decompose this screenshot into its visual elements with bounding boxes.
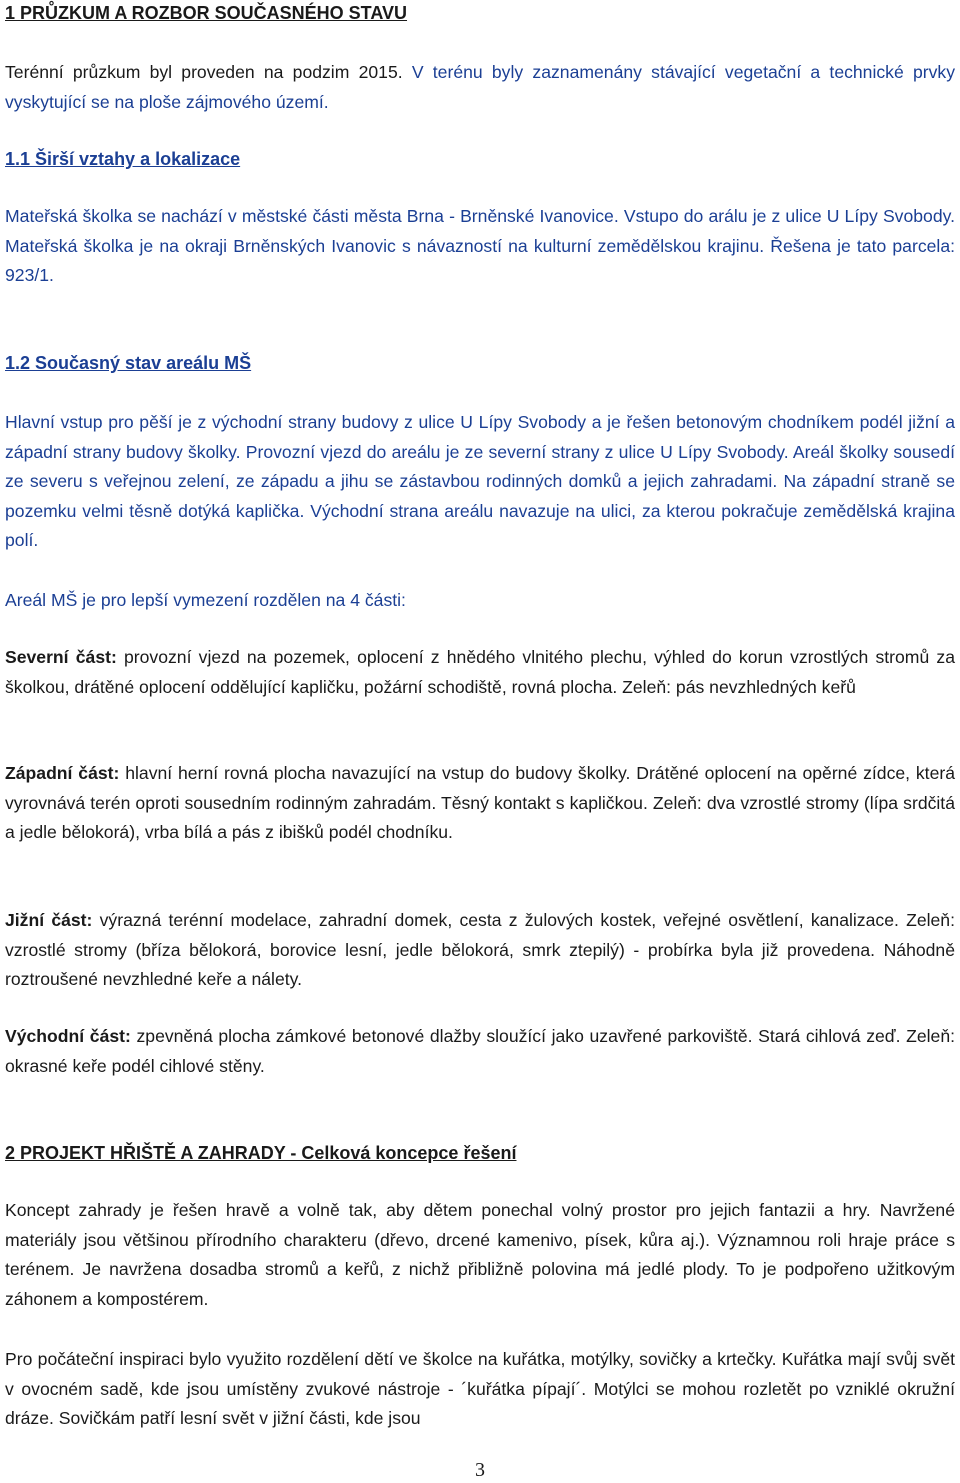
intro-text-highlight: V terénu byly zaznamenány stávající vegetační a technické prvky vyskytující se na ploše zájmového území. [5, 62, 956, 112]
part-north-text: provozní vjezd na pozemek, oplocení z hnědého vlnitého plechu, výhled do korun vzrostlých stromů za školkou, drátěné oplocení oddělující kapličku, požární schodiště, rovná plocha. Zeleň: pás nevzhledných keřů [5, 647, 955, 697]
part-south-label: Jižní část: [5, 910, 93, 930]
section-2-heading: 2 PROJEKT HŘIŠTĚ A ZAHRADY - Celková koncepce řešení [5, 1143, 517, 1163]
part-west-label: Západní část: [5, 763, 120, 783]
part-west-text: hlavní herní rovná plocha navazující na vstup do budovy školky. Drátěné oplocení na opěrné zídce, která vyrovnává terén oproti sousedním rodinným zahradám. Těsný kontakt s kapličkou. Zeleň: dva vzrostlé stromy (lípa srdčitá a jedle bělokorá), vrba bílá a pás z ibišků podél chodníku. [5, 763, 956, 843]
part-west [5, 759, 955, 848]
part-east [5, 1022, 955, 1081]
section-1-2-heading: 1.2 Současný stav areálu MŠ [5, 353, 252, 373]
section-2-paragraph-1: Koncept zahrady je řešen hravě a volně tak, aby dětem ponechal volný prostor pro jejich fantazii a hry. Navržené materiály jsou většinou přírodního charakteru (dřevo, drcené kamenivo, písek, kůra aj.). Významnou roli hraje práce s terénem. Je navržena dosadba stromů a keřů, z nichž přibližně polovina má jedlé plody. To je podpořeno užitkovým záhonem a kompostérem. [5, 1200, 955, 1309]
section-1-1-heading: 1.1 Širší vztahy a lokalizace [5, 149, 241, 169]
part-north-label: Severní část: [5, 647, 117, 667]
part-south [5, 906, 955, 995]
section-2-paragraph-2: Pro počáteční inspiraci bylo využito rozdělení dětí ve školce na kuřátka, motýlky, sovičky a krtečky. Kuřátka mají svůj svět v ovocném sadě, kde jsou umístěny zvukové nástroje - ´kuřátka pípají´. Motýlci se mohou rozletět po vzniklé okružní dráze. Sovičkám patří lesní svět v jižní části, kde jsou [5, 1349, 955, 1429]
section-1-intro [5, 58, 955, 117]
section-1-2-text: Hlavní vstup pro pěší je z východní strany budovy z ulice U Lípy Svobody a je řešen betonovým chodníkem podél jižní a západní strany budovy školky. Provozní vjezd do areálu je ze severní strany z ulice U Lípy Svobody. Areál školky sousedí ze severu s veřejnou zelení, ze západu a jihu se zástavbou rodinných domků a jejich zahradami. Na západní straně se pozemku velmi těsně dotýká kaplička. Východní strana areálu navazuje na ulici, za kterou pokračuje zemědělská krajina polí. [5, 412, 955, 551]
section-1-heading: 1 PRŮZKUM A ROZBOR SOUČASNÉHO STAVU [5, 3, 408, 23]
part-east-label: Východní část: [5, 1026, 131, 1046]
page-number: 3 [475, 1459, 485, 1481]
part-east-text: zpevněná plocha zámkové betonové dlažby sloužící jako uzavřené parkoviště. Stará cihlová zeď. Zeleň: okrasné keře podél cihlové stěny. [5, 1026, 955, 1076]
intro-text: Terénní průzkum byl proveden na podzim 2015. [5, 62, 412, 82]
part-south-text: výrazná terénní modelace, zahradní domek, cesta z žulových kostek, veřejné osvětlení, kanalizace. Zeleň: vzrostlé stromy (bříza bělokorá, borovice lesní, jedle bělokorá, smrk ztepilý) - probírka byla již provedena. Náhodně roztroušené nevzhledné keře a nálety. [5, 910, 955, 990]
section-1-1-text: Mateřská školka se nachází v městské části města Brna - Brněnské Ivanovice. Vstupo do arálu je z ulice U Lípy Svobody. Mateřská školka je na okraji Brněnských Ivanovic s návazností na kulturní zemědělskou krajinu. Řešena je tato parcela: 923/1. [5, 206, 955, 286]
part-north [5, 643, 955, 702]
division-intro: Areál MŠ je pro lepší vymezení rozdělen na 4 části: [5, 590, 406, 610]
